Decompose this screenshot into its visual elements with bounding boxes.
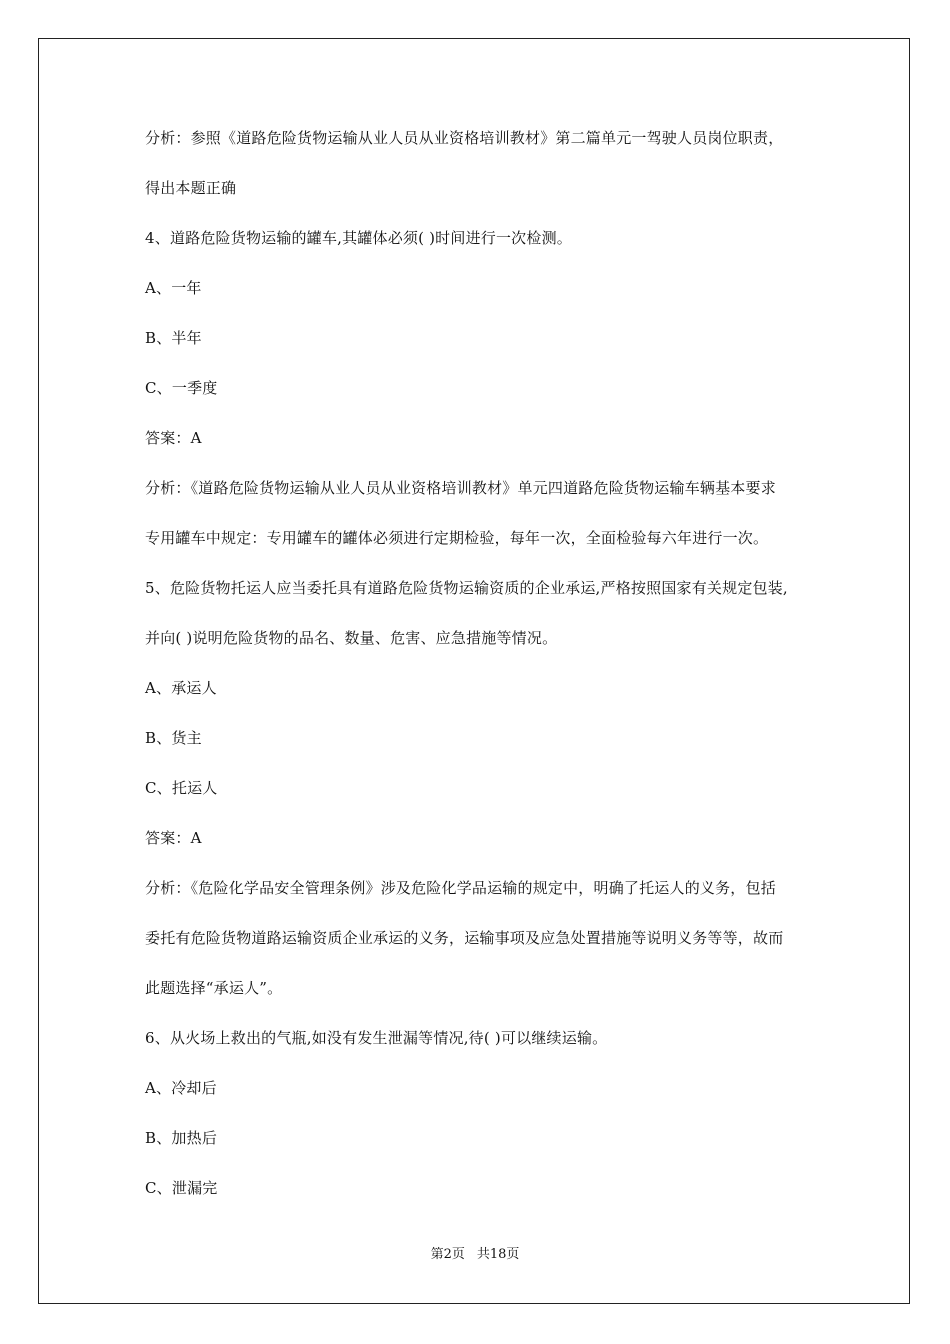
q5-option-a: A、承运人 [145, 679, 217, 697]
q4-option-c: C、一季度 [145, 379, 218, 397]
question-5-line-1: 5、危险货物托运人应当委托具有道路危险货物运输资质的企业承运,严格按照国家有关规定包装, [145, 579, 788, 597]
analysis-q3-line-1: 分析：参照《道路危险货物运输从业人员从业资格培训教材》第二篇单元一驾驶人员岗位职责， [145, 129, 784, 147]
question-6: 6、从火场上救出的气瓶,如没有发生泄漏等情况,待( )可以继续运输。 [145, 1029, 608, 1047]
page-footer [0, 1246, 950, 1264]
question-4: 4、道路危险货物运输的罐车,其罐体必须( )时间进行一次检测。 [145, 229, 572, 247]
page-total: 共18页 [476, 1247, 520, 1262]
q4-answer: 答案：A [145, 429, 202, 447]
q5-option-b: B、货主 [145, 729, 202, 747]
q6-option-b: B、加热后 [145, 1129, 218, 1147]
q6-option-c: C、泄漏完 [145, 1179, 218, 1197]
page-number: 第2页 [430, 1247, 465, 1262]
q6-option-a: A、冷却后 [145, 1079, 217, 1097]
q5-answer: 答案：A [145, 829, 202, 847]
analysis-q5-line-1: 分析：《危险化学品安全管理条例》涉及危险化学品运输的规定中，明确了托运人的义务，包括 [145, 879, 776, 897]
analysis-q5-line-2: 委托有危险货物道路运输资质企业承运的义务，运输事项及应急处置措施等说明义务等等，故而 [145, 929, 784, 947]
analysis-q3-line-2: 得出本题正确 [145, 179, 237, 197]
analysis-q4-line-1: 分析：《道路危险货物运输从业人员从业资格培训教材》单元四道路危险货物运输车辆基本要求 [145, 479, 776, 497]
q4-option-b: B、半年 [145, 329, 202, 347]
analysis-q4-line-2: 专用罐车中规定：专用罐车的罐体必须进行定期检验，每年一次，全面检验每六年进行一次。 [145, 529, 769, 547]
q4-option-a: A、一年 [145, 279, 202, 297]
analysis-q5-line-3: 此题选择“承运人”。 [145, 979, 283, 997]
q5-option-c: C、托运人 [145, 779, 218, 797]
question-5-line-2: 并向( )说明危险货物的品名、数量、危害、应急措施等情况。 [145, 629, 558, 647]
